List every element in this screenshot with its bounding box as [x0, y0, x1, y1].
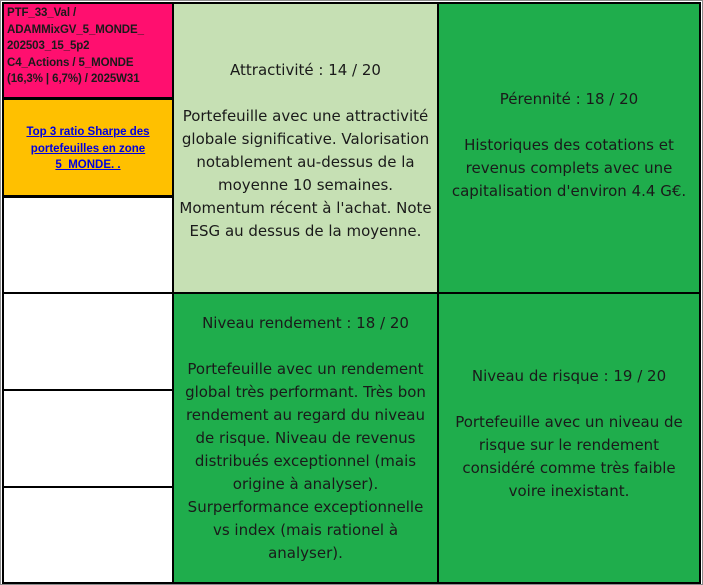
empty-cell	[2, 389, 174, 488]
empty-cell	[2, 292, 174, 391]
portfolio-id-cell	[2, 2, 174, 99]
risque-title: Niveau de risque : 19 / 20	[471, 367, 667, 385]
empty-cell	[2, 196, 174, 294]
portfolio-id-line: ADAMMixGV_5_MONDE_	[7, 23, 144, 36]
risque-score-cell	[437, 292, 701, 584]
perennite-title: Pérennité : 18 / 20	[499, 89, 639, 108]
rendement-description: Portefeuille avec un rendement global très performant. Très bon rendement au regard du niveau de risque. Niveau de revenus distribués exceptionnel (mais origine à analyser). Surperformance exceptionnelle vs index (mais rationel à analyser).	[185, 359, 426, 562]
perennite-description: Historiques des cotations et revenus complets avec une capitalisation d'environ 4.4 G€.	[451, 135, 687, 200]
portfolio-id-line: C4_Actions / 5_MONDE	[7, 56, 134, 69]
rendement-score-cell	[172, 292, 439, 584]
attractivite-score-cell	[172, 2, 439, 294]
portfolio-id-line: (16,3% | 6,7%) / 2025W31	[7, 73, 140, 85]
attractivite-title: Attractivité : 14 / 20	[230, 61, 381, 79]
rendement-title: Niveau rendement : 18 / 20	[202, 313, 409, 332]
sharpe-highlight-cell	[2, 98, 174, 197]
sharpe-highlight-link[interactable]: Top 3 ratio Sharpe des portefeuilles en zone 5_MONDE. .	[26, 126, 150, 171]
perennite-score-cell	[437, 2, 701, 294]
attractivite-description: Portefeuille avec une attractivité globale significative. Valorisation notablement au-dessus de la moyenne 10 semaines. Momentum récent à l'achat. Note ESG au dessus de la moyenne.	[179, 107, 432, 240]
empty-cell	[2, 486, 174, 584]
portfolio-id-line: 202503_15_5p2	[7, 40, 90, 52]
risque-description: Portefeuille avec un niveau de risque sur le rendement considéré comme très faible voire inexistant.	[455, 413, 683, 500]
portfolio-id-line: PTF_33_Val /	[7, 7, 77, 19]
